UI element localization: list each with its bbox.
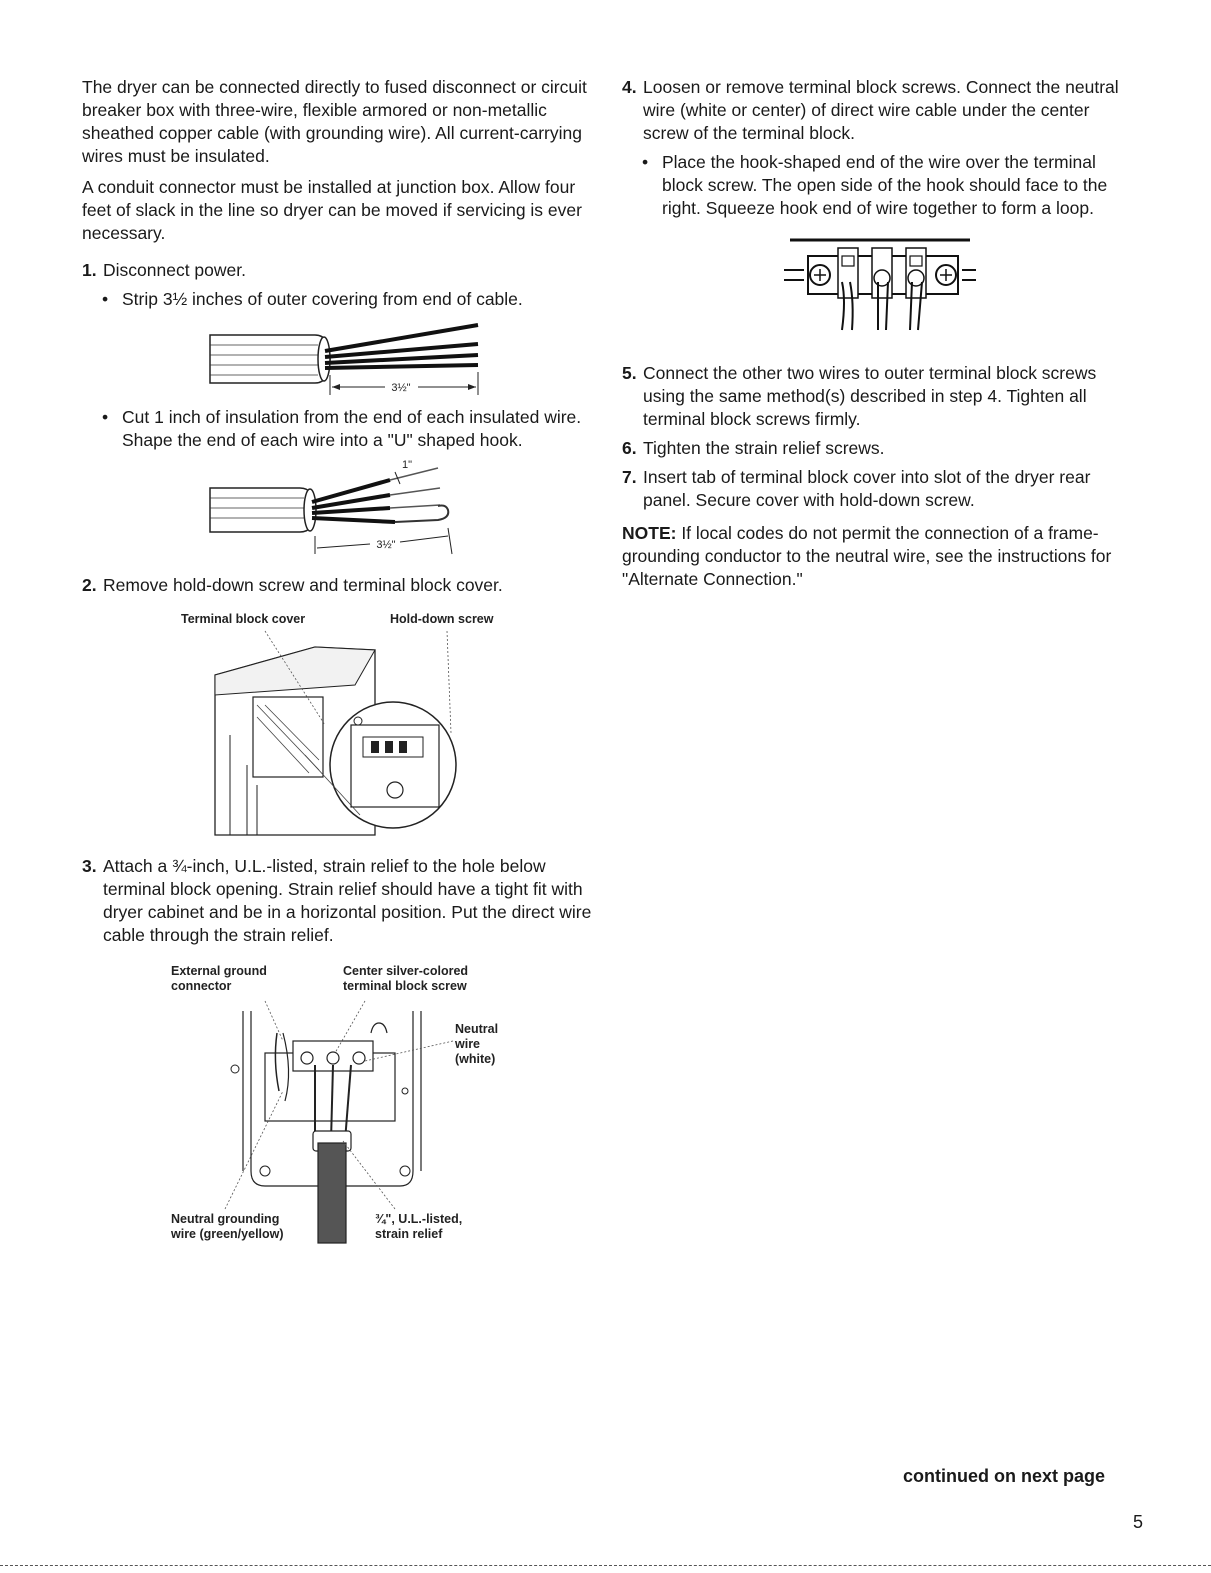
- label-connector: connector: [170, 979, 231, 993]
- bullet-cut-insulation: [82, 406, 597, 452]
- step-text: Disconnect power.: [103, 260, 246, 280]
- label-terminal-block-cover: Terminal block cover: [180, 612, 305, 626]
- dimension-label: 3½": [375, 539, 396, 551]
- bullet-strip-covering: [82, 288, 597, 311]
- step-number: 6.: [622, 438, 637, 458]
- note-paragraph: [622, 522, 1137, 591]
- label-white: (white): [454, 1052, 495, 1066]
- label-center-screw: Center silver-colored: [342, 964, 468, 978]
- label-green-yellow: wire (green/yellow): [170, 1227, 284, 1241]
- bullet-text: Place the hook-shaped end of the wire over the terminal block screw. The open side of the hook should face to the right. Squeeze hook end of wire together to form a loop.: [662, 152, 1108, 218]
- step-text: Remove hold-down screw and terminal block cover.: [103, 575, 503, 595]
- step-6: [622, 437, 1137, 460]
- strain-relief-illustration: [165, 961, 515, 1261]
- step-number: 7.: [622, 467, 637, 487]
- bullet-text: Cut 1 inch of insulation from the end of each insulated wire. Shape the end of each wire into a "U" shaped hook.: [122, 407, 582, 450]
- label-ul-listed: ¾", U.L.-listed,: [374, 1212, 462, 1226]
- step-number: 3.: [82, 856, 97, 876]
- step-4: [622, 76, 1137, 145]
- bullet-dot-icon: •: [102, 289, 109, 309]
- step-1: [82, 259, 597, 282]
- note-label: NOTE:: [622, 523, 677, 543]
- step-text: Tighten the strain relief screws.: [643, 438, 885, 458]
- step-text: Insert tab of terminal block cover into slot of the dryer rear panel. Secure cover with hold-down screw.: [643, 467, 1091, 510]
- terminal-block-hooks-illustration: [780, 230, 980, 340]
- label-neutral-grounding: Neutral grounding: [170, 1212, 279, 1226]
- continued-notice: continued on next page: [903, 1466, 1106, 1486]
- step-3: [82, 855, 597, 947]
- right-column: [622, 76, 1137, 599]
- bullet-text: Strip 3½ inches of outer covering from end of cable.: [122, 289, 523, 309]
- bullet-dot-icon: •: [102, 407, 109, 427]
- step-number: 4.: [622, 77, 637, 97]
- dimension-label-1in: 1": [401, 459, 412, 471]
- stripped-cable-illustration: [190, 317, 490, 402]
- page-number: 5: [1133, 1512, 1144, 1532]
- step-text: Connect the other two wires to outer terminal block screws using the same method(s) described in step 4. Tighten all terminal block screws firmly.: [643, 363, 1097, 429]
- step-number: 2.: [82, 575, 97, 595]
- dimension-label: 3½": [390, 382, 411, 394]
- label-terminal-block-screw: terminal block screw: [342, 979, 467, 993]
- intro-paragraph-2: A conduit connector must be installed at junction box. Allow four feet of slack in the line so dryer can be moved if servicing is ever necessary.: [82, 177, 582, 243]
- intro-paragraph-1: The dryer can be connected directly to fused disconnect or circuit breaker box with three-wire, flexible armored or non-metallic sheathed copper cable (with grounding wire). All current-carrying wires must be insulated.: [82, 77, 587, 166]
- label-wire: wire: [454, 1037, 480, 1051]
- label-external-ground: External ground: [170, 964, 267, 978]
- step-5: [622, 362, 1137, 431]
- label-hold-down-screw: Hold-down screw: [389, 612, 493, 626]
- bullet-dot-icon: •: [642, 152, 649, 172]
- step-7: [622, 466, 1137, 512]
- label-neutral: Neutral: [454, 1022, 498, 1036]
- step-number: 5.: [622, 363, 637, 383]
- note-text: If local codes do not permit the connection of a frame-grounding conductor to the neutral wire, see the instructions for "Alternate Connection.": [622, 523, 1112, 589]
- left-column: [82, 76, 597, 1261]
- terminal-block-cover-illustration: [175, 605, 505, 847]
- step-text: Attach a ¾-inch, U.L.-listed, strain relief to the hole below terminal block opening. Strain relief should have a tight fit with dryer cabinet and be in a horizontal position. Put the direct wire cable through the strain relief.: [103, 856, 592, 945]
- step-2: [82, 574, 597, 597]
- hooked-wires-illustration: [190, 450, 490, 560]
- label-strain-relief: strain relief: [374, 1227, 442, 1241]
- page-bottom-divider: [0, 1565, 1211, 1566]
- step-number: 1.: [82, 260, 97, 280]
- step-text: Loosen or remove terminal block screws. Connect the neutral wire (white or center) of direct wire cable under the center screw of the terminal block.: [643, 77, 1119, 143]
- bullet-hook-placement: [622, 151, 1137, 220]
